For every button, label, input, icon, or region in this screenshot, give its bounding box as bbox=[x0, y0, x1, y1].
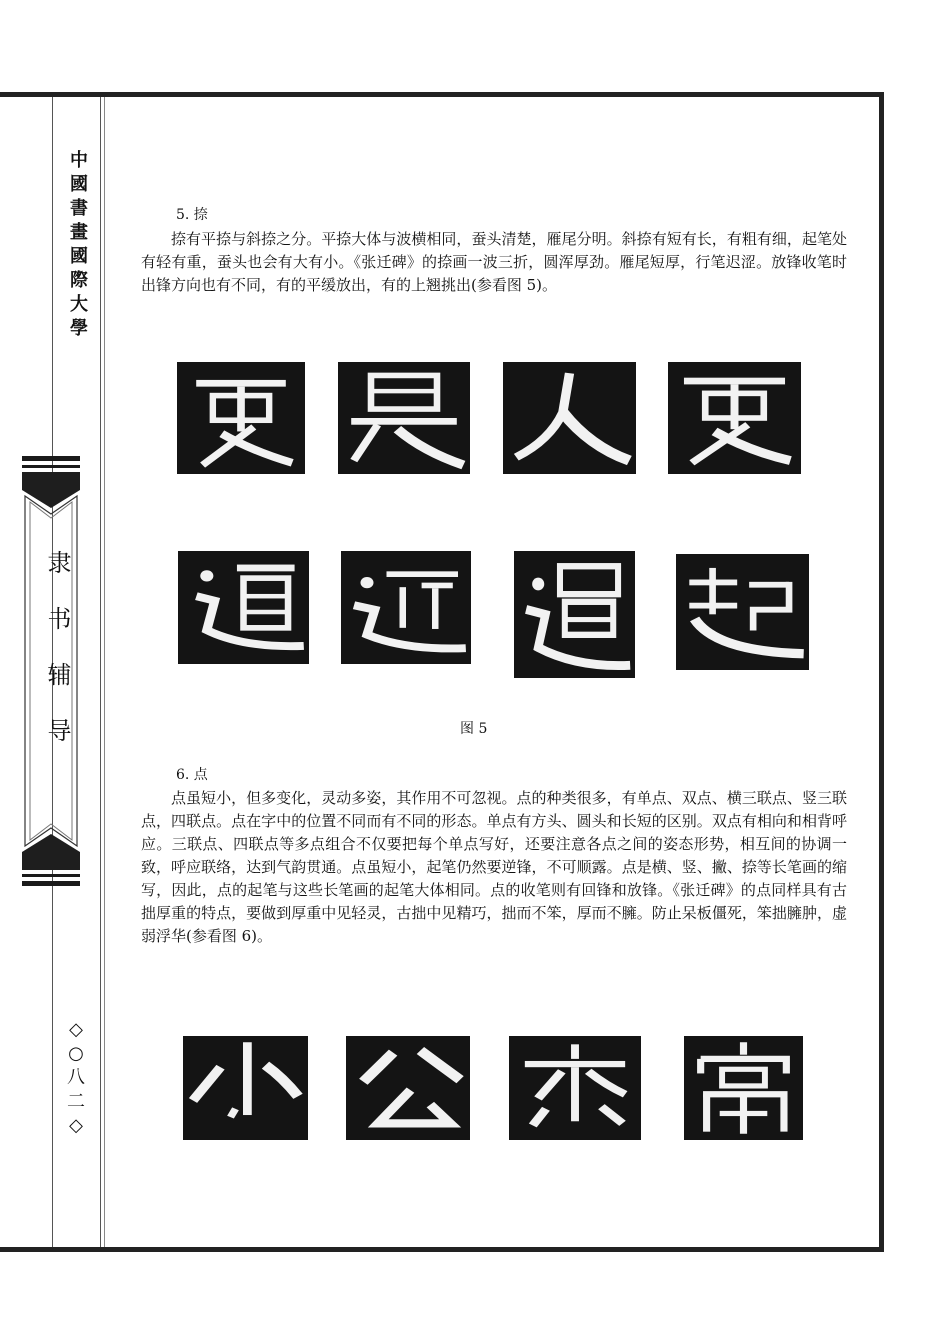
banner-stripe bbox=[22, 874, 80, 877]
page-frame-bottom bbox=[0, 1247, 884, 1252]
page-frame-right bbox=[879, 92, 884, 1252]
university-name: 中國書畫國際大學 bbox=[67, 150, 88, 342]
section-heading: 6. 点 bbox=[176, 767, 208, 783]
section-paragraph: 捺有平捺与斜捺之分。平捺大体与波横相同，蚕头清楚，雁尾分明。斜捺有短有长，有粗有细，起笔处有轻有重，蚕头也会有大有小。《张迁碑》的捺画一波三折，圆浑厚劲。雁尾短厚，行笔迟涩。放锋收笔时出锋方向也有不同，有的平缓放出，有的上翘挑出(参看图 5)。 bbox=[141, 230, 847, 294]
banner-stripe bbox=[22, 881, 80, 886]
section-heading: 5. 捺 bbox=[176, 207, 208, 223]
rubbing-image bbox=[177, 362, 305, 474]
page-number: ◇ ○ 八 二 ◇ bbox=[67, 1019, 85, 1136]
rubbing-image bbox=[668, 362, 801, 474]
rubbing-image bbox=[338, 362, 470, 474]
page-frame-top bbox=[0, 92, 884, 97]
rubbing-image bbox=[676, 554, 809, 670]
figure-caption: 图 5 bbox=[460, 721, 488, 737]
section-paragraph: 点虽短小，但多变化，灵动多姿，其作用不可忽视。点的种类很多，有单点、双点、横三联点、竖三联点，四联点。点在字中的位置不同而有不同的形态。单点有方头、圆头和长短的区别。双点有相向和相背呼应。三联点、四联点等多点组合不仅要把每个单点写好，还要注意各点之间的姿态形势，相互间的协调一致，呼应联络，达到气韵贯通。点虽短小，起笔仍然要逆锋，不可顺露。点是横、竖、撇、捺等长笔画的缩写，因此，点的起笔与这些长笔画的起笔大体相同。点的收笔则有回锋和放锋。《张迁碑》的点同样具有古拙厚重的特点，要做到厚重中见轻灵，古拙中见精巧，拙而不笨，厚而不臃。防止呆板僵死，笨拙臃肿，虚弱浮华(参看图 6)。 bbox=[141, 789, 847, 945]
rubbing-image bbox=[503, 362, 636, 474]
content-rule bbox=[104, 97, 105, 1247]
rubbing-image bbox=[514, 551, 635, 678]
sidebar-rule-right bbox=[100, 97, 101, 1247]
rubbing-image bbox=[178, 551, 309, 664]
rubbing-image bbox=[183, 1036, 308, 1140]
rubbing-image bbox=[509, 1036, 641, 1140]
book-title: 隶书辅导 bbox=[43, 550, 71, 774]
rubbing-image bbox=[341, 551, 471, 664]
rubbing-image bbox=[346, 1036, 470, 1140]
rubbing-image bbox=[684, 1036, 803, 1140]
